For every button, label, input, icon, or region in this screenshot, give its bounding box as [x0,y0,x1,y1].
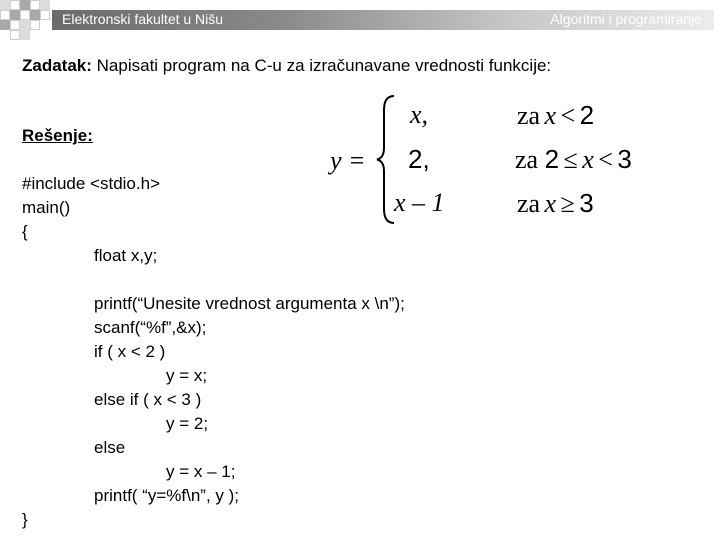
left-brace [374,92,396,227]
code-open-brace: { [22,222,28,241]
header-left-title: Elektronski fakultet u Nišu [62,11,224,27]
code-else: else [94,438,126,457]
task-text: Napisati program na C-u za izračunavane vrednosti funkcije: [96,56,552,75]
header-right-title: Algoritmi i programiranje [550,11,702,27]
task-label: Zadatak: [22,56,92,75]
formula-row2-value: 2, [408,144,430,174]
solution-label: Rešenje: [22,126,93,145]
formula-row3-value: x – 1 [394,188,445,217]
task-statement [22,56,551,76]
formula-row2-condition: za 2 ≤ x < 3 [515,144,632,174]
formula-row3-condition: za x ≥ 3 [517,188,594,218]
code-else-if: else if ( x < 3 ) [94,390,202,409]
code-scanf: scanf(“%f”,&x); [94,318,207,337]
code-close-brace: } [22,510,28,529]
formula-row1-condition: za x < 2 [517,100,595,130]
code-main: main() [22,198,71,217]
code-assign-2: y = 2; [166,414,209,433]
code-printf-prompt: printf(“Unesite vrednost argumenta x \n”); [94,294,405,313]
code-if: if ( x < 2 ) [94,342,166,361]
formula-row1-value: x, [410,100,429,129]
code-declaration: float x,y; [94,246,158,265]
piecewise-formula [330,92,670,232]
code-include: #include <stdio.h> [22,174,160,193]
code-printf-result: printf( “y=%f\n”, y ); [94,486,239,505]
code-assign-x: y = x; [166,366,208,385]
code-assign-x-minus-1: y = x – 1; [166,462,236,481]
checker-decoration [0,0,58,42]
formula-lhs: y = [330,146,366,175]
